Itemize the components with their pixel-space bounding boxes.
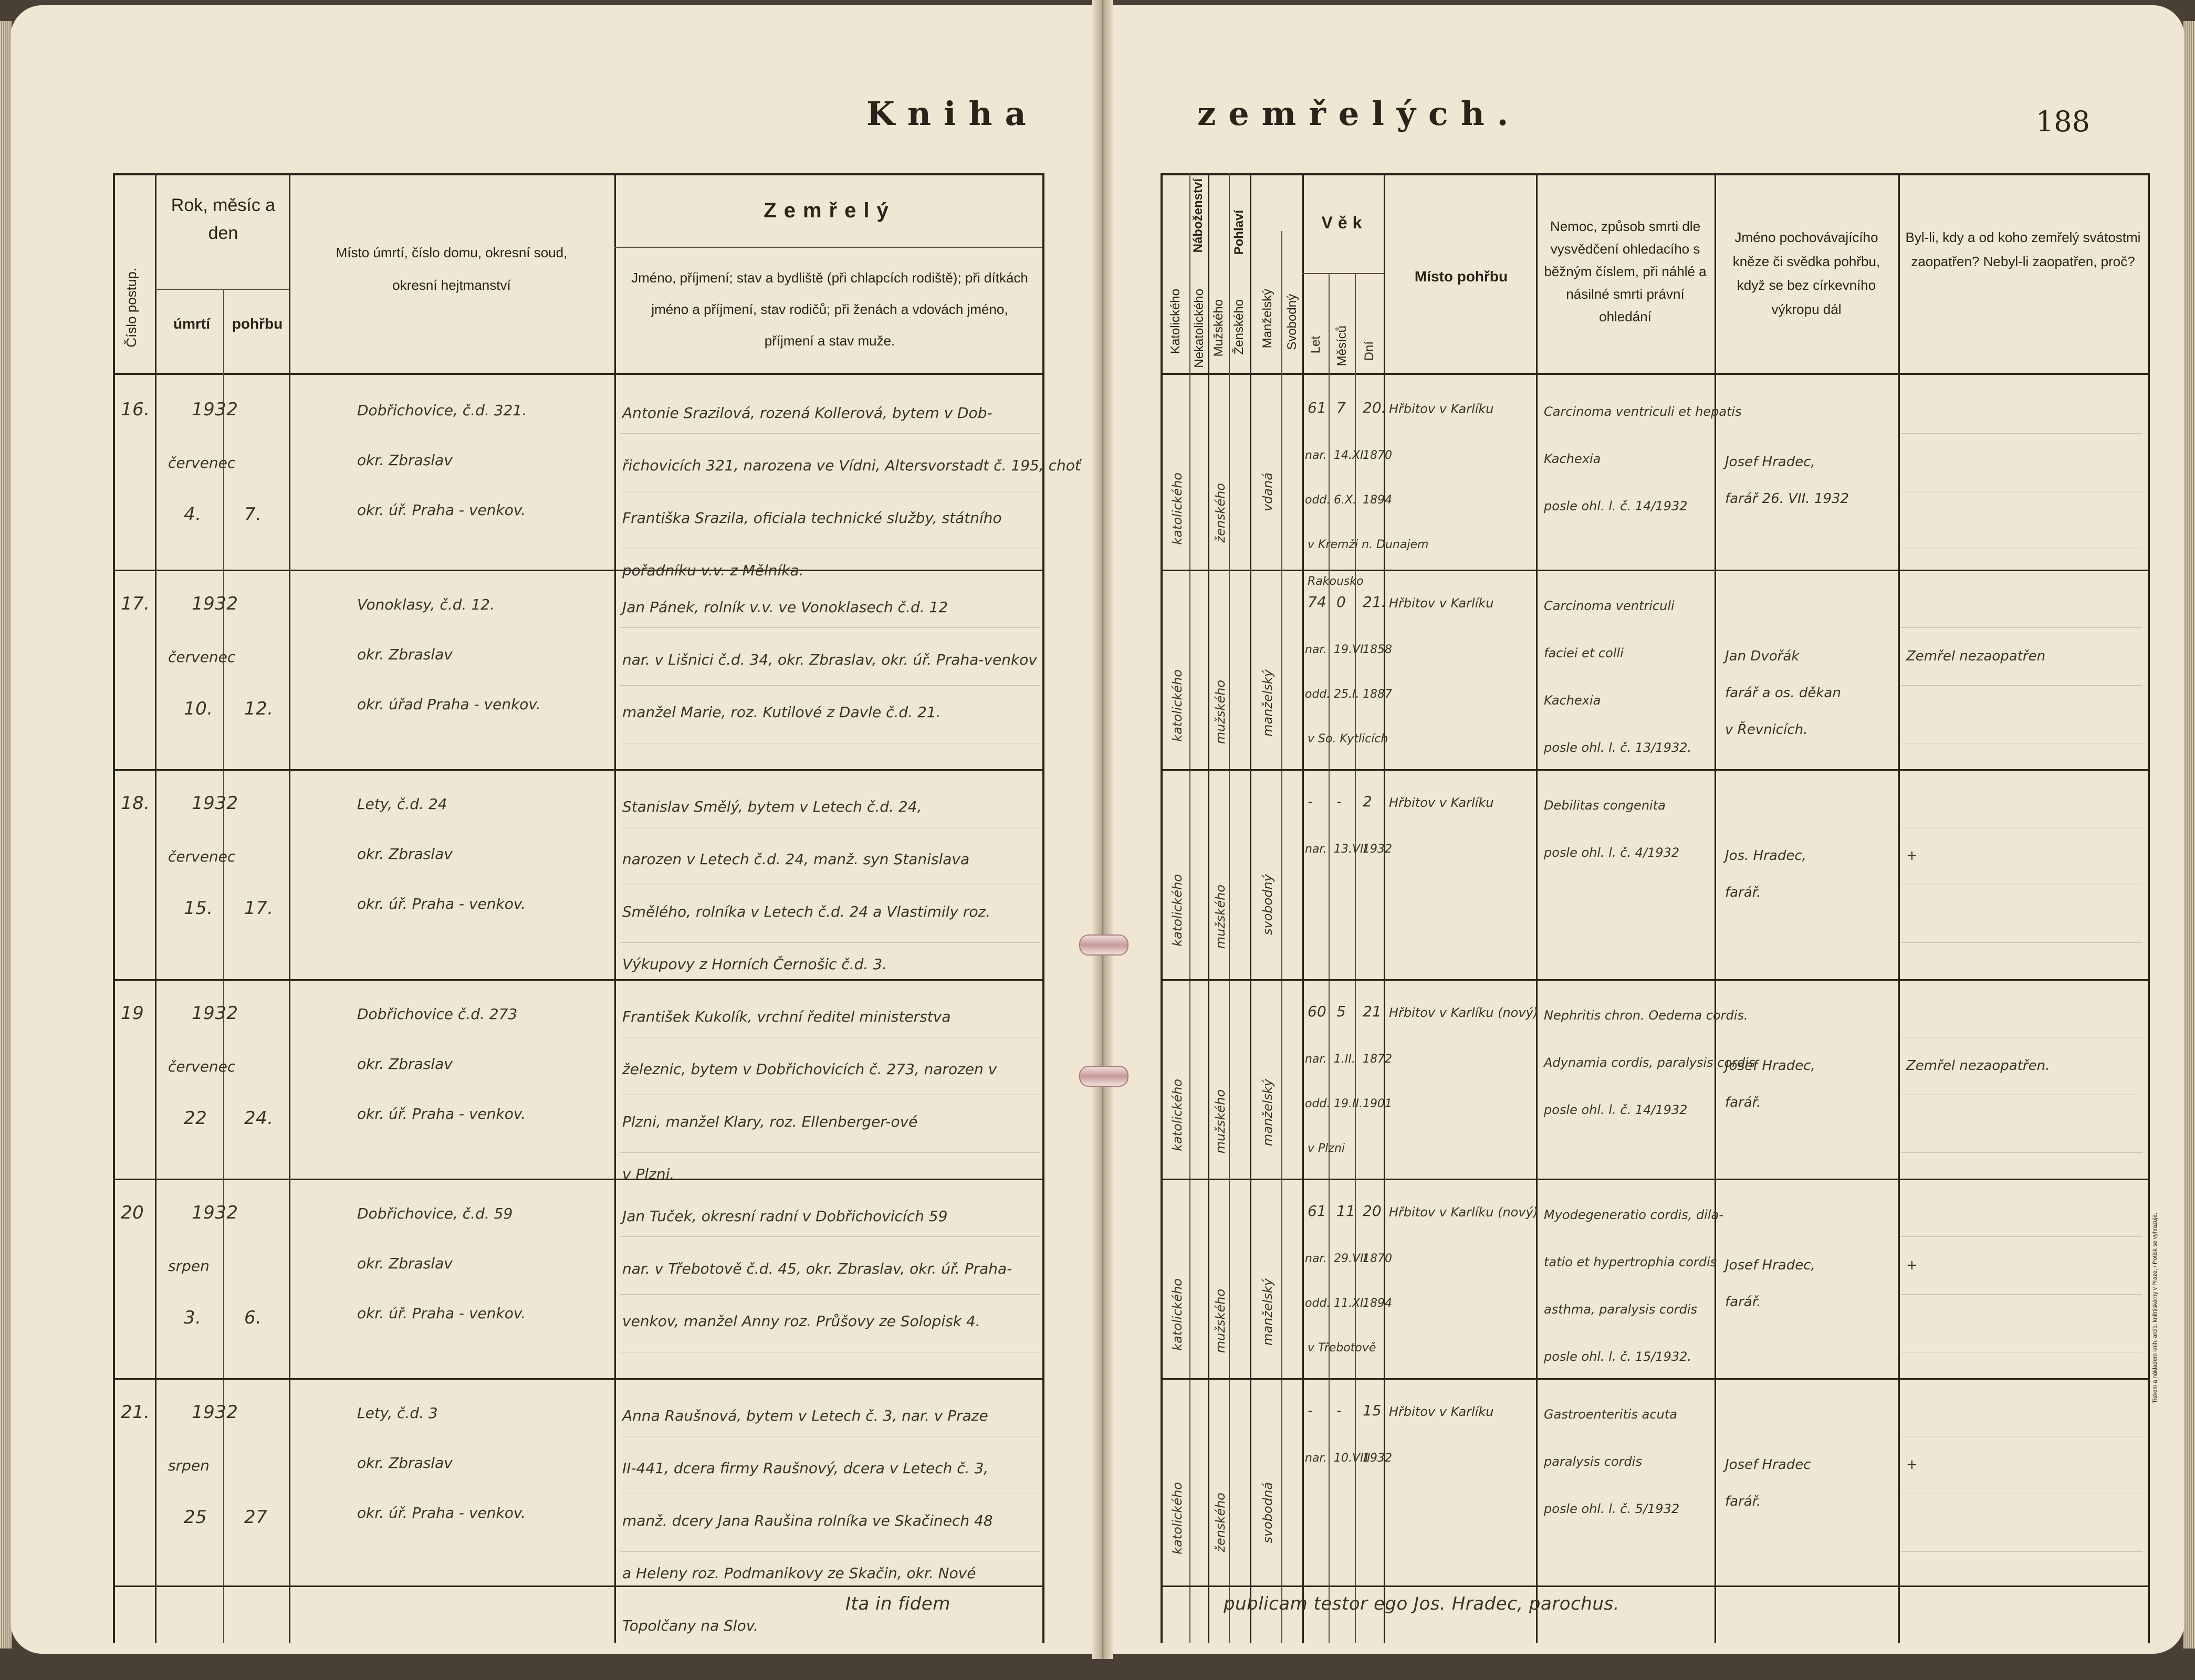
header-jmeno-pochovavajiciho: Jméno pochovávajícího kněze či svědka pohřbu, když se bez církevního výkropu dál <box>1732 229 1880 317</box>
entry-deceased-line: a Heleny roz. Podmanikovy ze Skačin, okr. Nové <box>622 1564 976 1582</box>
ruled-line <box>1901 1236 2142 1237</box>
entry-sex: mužského <box>1213 885 1228 949</box>
entry-marriage: 1887 <box>1363 688 1392 701</box>
entry-deceased-line: pořadníku v.v. z Mělníka. <box>622 562 804 579</box>
entry-place-line: okr. Zbraslav <box>357 845 453 863</box>
entry-age: 0 <box>1336 593 1346 611</box>
header-pohlavi: Pohlaví <box>1232 210 1246 255</box>
entry-status: manželský <box>1260 1278 1275 1346</box>
header-muzskeho: Mužského <box>1211 299 1226 357</box>
entry-burial-day: 24. <box>244 1108 274 1129</box>
entry-burial-place: Hřbitov v Karlíku (nový) <box>1389 1005 1539 1020</box>
left-page <box>11 5 1105 1654</box>
entry-priest-line: Josef Hradec <box>1725 1457 1811 1473</box>
entry-deceased-line: Františka Srazila, oficiala technické služby, státního <box>622 509 1002 527</box>
entry-burial-day: 12. <box>244 698 274 719</box>
ruled-line <box>113 570 1042 571</box>
entry-death-day: 4. <box>184 504 202 525</box>
header-nekatolickeho: Nekatolického <box>1192 289 1206 368</box>
entry-year: 1932 <box>192 1003 238 1024</box>
entry-place-line: Dobřichovice, č.d. 321. <box>357 402 527 419</box>
entry-cause-line: Carcinoma ventriculi <box>1544 598 1675 613</box>
entry-marriage: 19.II. <box>1334 1097 1363 1110</box>
entry-number: 16. <box>121 399 150 420</box>
entry-cause-line: posle ohl. l. č. 4/1932 <box>1544 845 1680 860</box>
entry-place-line: okr. Zbraslav <box>357 1055 453 1073</box>
printer-note: Tiskem a nákladem knih. arcib. knihtiskárny v Praze. / Potisk se vyhrazuje. <box>2152 1213 2158 1403</box>
entry-extra: Rakousko <box>1308 575 1364 588</box>
entry-deceased-line: Anna Raušnová, bytem v Letech č. 3, nar. v Praze <box>622 1407 988 1424</box>
entry-year: 1932 <box>192 399 238 420</box>
entry-burial-place: Hřbitov v Karlíku <box>1389 596 1494 611</box>
entry-cause-line: Nephritis chron. Oedema cordis. <box>1544 1008 1748 1023</box>
entry-age: 2 <box>1363 793 1372 810</box>
entry-place-line: Vonoklasy, č.d. 12. <box>357 596 495 613</box>
entry-age: 7 <box>1336 399 1346 416</box>
entry-month: červenec <box>168 454 236 471</box>
entry-cause-line: posle ohl. l. č. 15/1932. <box>1544 1349 1692 1364</box>
entry-priest-line: Josef Hradec, <box>1725 454 1815 470</box>
header-cislo: Číslo postup. <box>123 268 139 348</box>
entry-priest-line: farář. <box>1725 885 1761 900</box>
entry-deceased-line: Antonie Srazilová, rozená Kollerová, bytem v Dob- <box>622 404 992 422</box>
header-mesicu: Měsíců <box>1335 326 1349 366</box>
entry-birth: nar. <box>1305 1252 1327 1265</box>
entry-month: červenec <box>168 648 236 666</box>
entry-death-day: 22 <box>184 1108 207 1129</box>
entry-birth: 19.VI. <box>1334 643 1367 656</box>
entry-cause-line: posle ohl. l. č. 13/1932. <box>1544 740 1692 755</box>
entry-priest-line: v Řevnicích. <box>1725 722 1808 738</box>
entry-burial-place: Hřbitov v Karlíku (nový) <box>1389 1205 1539 1220</box>
entry-birth: nar. <box>1305 1452 1327 1465</box>
entry-cause-line: Kachexia <box>1544 693 1601 708</box>
entry-status: svobodná <box>1260 1482 1275 1543</box>
ruled-line <box>1901 942 2142 943</box>
binding-ring-top <box>1079 934 1128 956</box>
ruled-line <box>1901 627 2142 628</box>
entry-birth: 14.XI. <box>1334 449 1367 462</box>
ruled-line <box>620 685 1040 686</box>
entry-month: srpen <box>168 1257 210 1275</box>
ruled-line <box>620 1551 1040 1552</box>
entry-marriage: 1901 <box>1363 1097 1392 1110</box>
entry-number: 19 <box>121 1003 144 1024</box>
header-dni: Dní <box>1362 341 1376 361</box>
entry-birth: 1932 <box>1363 843 1392 856</box>
page-title-right: zemřelých. <box>1197 94 1521 133</box>
entry-month: červenec <box>168 1058 236 1075</box>
entry-age: 74 <box>1308 593 1326 611</box>
entry-priest-line: farář. <box>1725 1494 1761 1509</box>
entry-marriage: 6.X. <box>1334 494 1357 507</box>
ruled-line <box>620 1294 1040 1295</box>
book-edge-left <box>0 21 12 1648</box>
entry-age: - <box>1308 793 1313 810</box>
entry-priest-line: Josef Hradec, <box>1725 1058 1815 1074</box>
entry-age: 20 <box>1363 1202 1382 1220</box>
ruled-line <box>113 1179 1042 1180</box>
ruled-line <box>1901 1152 2142 1153</box>
entry-burial-place: Hřbitov v Karlíku <box>1389 795 1494 810</box>
entry-birth: 1870 <box>1363 1252 1392 1265</box>
entry-month: červenec <box>168 848 236 865</box>
entry-extra: v Třebotově <box>1308 1341 1376 1354</box>
right-page <box>1103 5 2184 1654</box>
entry-religion: katolického <box>1170 472 1185 545</box>
entry-deceased-line: železnic, bytem v Dobřichovicích č. 273, narozen v <box>622 1060 997 1078</box>
entry-marriage: odd. <box>1305 494 1331 507</box>
entry-birth: 1870 <box>1363 449 1392 462</box>
entry-birth: 1872 <box>1363 1053 1392 1066</box>
entry-burial-place: Hřbitov v Karlíku <box>1389 402 1494 416</box>
entry-place-line: Dobřichovice č.d. 273 <box>357 1005 518 1023</box>
entry-extra: v Kremži n. Dunajem <box>1308 538 1429 551</box>
entry-cause-line: Adynamia cordis, paralysis cordis <box>1544 1055 1755 1070</box>
entry-status: vdaná <box>1260 472 1275 512</box>
header-svobodny: Svobodný <box>1285 294 1299 350</box>
entry-deceased-line: Výkupovy z Horních Černošic č.d. 3. <box>622 956 887 973</box>
header-misto-pohrbu: Místo pohřbu <box>1414 268 1508 285</box>
ruled-line <box>620 627 1040 628</box>
entry-deceased-line: venkov, manžel Anny roz. Průšovy ze Solopisk 4. <box>622 1312 980 1330</box>
entry-cause-line: posle ohl. l. č. 14/1932 <box>1544 499 1688 513</box>
ruled-line <box>1161 570 2148 571</box>
header-rok: Rok, měsíc a den <box>171 195 276 243</box>
entry-status: svobodný <box>1260 874 1275 935</box>
entry-cause-line: Debilitas congenita <box>1544 798 1666 813</box>
entry-deceased-line: řichovicích 321, narozena ve Vídni, Altersvorstadt č. 195, choť <box>622 457 1081 474</box>
entry-birth: 1.II. <box>1334 1053 1355 1066</box>
entry-deceased-line: Jan Pánek, rolník v.v. ve Vonoklasech č.d. 12 <box>622 598 948 616</box>
ruled-line <box>1901 433 2142 434</box>
ruled-line <box>620 942 1040 943</box>
ruled-line <box>1901 1551 2142 1552</box>
entry-death-day: 25 <box>184 1507 207 1528</box>
header-misto-umrti: Místo úmrtí, číslo domu, okresní soud, okresní hejtmanství <box>336 245 568 293</box>
entry-priest-line: Jos. Hradec, <box>1725 848 1806 864</box>
entry-birth: 10.VIII <box>1334 1452 1371 1465</box>
entry-status: manželský <box>1260 1079 1275 1146</box>
header-katolickeho: Katolického <box>1168 289 1183 354</box>
entry-sex: ženského <box>1213 483 1228 543</box>
entry-religion: katolického <box>1170 669 1185 742</box>
entry-number: 17. <box>121 593 150 614</box>
entry-status: manželský <box>1260 669 1275 737</box>
entry-sex: mužského <box>1213 1089 1228 1154</box>
ruled-line <box>1161 1179 2148 1180</box>
entry-sacraments: Zemřel nezaopatřen. <box>1906 1058 2050 1074</box>
header-nabozenstvi: Náboženství <box>1191 178 1205 253</box>
entry-place-line: okr. Zbraslav <box>357 1454 453 1472</box>
entry-birth: nar. <box>1305 843 1327 856</box>
entry-marriage: odd. <box>1305 688 1331 701</box>
entry-place-line: okr. Zbraslav <box>357 646 453 663</box>
entry-extra: v Plzni <box>1308 1142 1345 1155</box>
entry-age: - <box>1336 793 1342 810</box>
entry-marriage: 11.XI. <box>1334 1297 1367 1310</box>
entry-cause-line: faciei et colli <box>1544 646 1624 660</box>
entry-birth: 1932 <box>1363 1452 1392 1465</box>
entry-cause-line: posle ohl. l. č. 14/1932 <box>1544 1102 1688 1117</box>
entry-burial-day: 17. <box>244 898 274 919</box>
entry-deceased-line: nar. v Třebotově č.d. 45, okr. Zbraslav, okr. úř. Praha- <box>622 1260 1012 1277</box>
entry-cause-line: asthma, paralysis cordis <box>1544 1302 1698 1317</box>
entry-priest-line: farář. <box>1725 1294 1761 1310</box>
entry-age: - <box>1308 1402 1313 1419</box>
entry-birth: nar. <box>1305 1053 1327 1066</box>
header-manzelsky: Manželský <box>1260 289 1274 349</box>
header-zemrely-desc: Jméno, příjmení; stav a bydliště (při chlapcích rodiště); při dítkách jméno a příjmení, stav rodičů; při ženách a vdovách jméno, příjmení a stav muže. <box>631 270 1028 349</box>
ruled-line <box>1161 1378 2148 1380</box>
entry-birth: 29.VII <box>1334 1252 1367 1265</box>
entry-deceased-line: narozen v Letech č.d. 24, manž. syn Stanislava <box>622 850 970 868</box>
entry-month: srpen <box>168 1457 210 1474</box>
entry-death-day: 10. <box>184 698 213 719</box>
entry-age: 15 <box>1363 1402 1382 1419</box>
entry-sacraments: Zemřel nezaopatřen <box>1906 648 2046 664</box>
entry-priest-line: farář 26. VII. 1932 <box>1725 491 1849 507</box>
entry-deceased-line: Plzni, manžel Klary, roz. Ellenberger-ové <box>622 1113 918 1130</box>
entry-priest-line: farář. <box>1725 1095 1761 1110</box>
entry-age: 5 <box>1336 1003 1346 1020</box>
entry-death-day: 15. <box>184 898 213 919</box>
entry-burial-place: Hřbitov v Karlíku <box>1389 1404 1494 1419</box>
entry-age: - <box>1336 1402 1342 1419</box>
ruled-line <box>1161 769 2148 771</box>
entry-deceased-line: nar. v Lišnici č.d. 34, okr. Zbraslav, okr. úř. Praha-venkov <box>622 651 1037 668</box>
page-number: 188 <box>2035 105 2090 138</box>
entry-place-line: Dobřichovice, č.d. 59 <box>357 1205 513 1222</box>
header-zemrely: Zemřelý <box>764 199 896 222</box>
entry-place-line: Lety, č.d. 24 <box>357 795 447 813</box>
ruled-line <box>113 1378 1042 1380</box>
entry-cause-line: posle ohl. l. č. 5/1932 <box>1544 1502 1680 1516</box>
entry-religion: katolického <box>1170 1278 1185 1351</box>
entry-year: 1932 <box>192 1402 238 1423</box>
entry-cause-line: Carcinoma ventriculi et hepatis <box>1544 404 1742 419</box>
entry-priest-line: farář a os. děkan <box>1725 685 1841 701</box>
header-pohrbu: pohřbu <box>232 316 283 332</box>
entry-death-day: 3. <box>184 1307 202 1328</box>
entry-marriage: 25.I. <box>1334 688 1360 701</box>
entry-deceased-line: Jan Tuček, okresní radní v Dobřichovicích 59 <box>622 1208 948 1225</box>
entry-age: 21 <box>1363 1003 1382 1020</box>
entry-priest-line: Jan Dvořák <box>1725 648 1800 664</box>
entry-age: 21. <box>1363 593 1386 611</box>
header-let: Let <box>1309 336 1323 354</box>
entry-deceased-line: manžel Marie, roz. Kutilové z Davle č.d. 21. <box>622 704 941 721</box>
entry-deceased-line: II-441, dcera firmy Raušnový, dcera v Letech č. 3, <box>622 1460 989 1477</box>
entry-religion: katolického <box>1170 1079 1185 1151</box>
ruled-line <box>1901 685 2142 686</box>
entry-age: 61 <box>1308 1202 1326 1220</box>
entry-cause-line: paralysis cordis <box>1544 1454 1642 1469</box>
header-umrti: úmrtí <box>173 316 210 332</box>
book-edge-right <box>2183 21 2195 1648</box>
entry-place-line: okr. úř. Praha - venkov. <box>357 1504 526 1521</box>
entry-cause-line: Kachexia <box>1544 452 1601 466</box>
ruled-line <box>620 433 1040 434</box>
entry-priest-line: Josef Hradec, <box>1725 1257 1815 1273</box>
ruled-line <box>620 1236 1040 1237</box>
attestation-right: publicam testor ego Jos. Hradec, parochus. <box>1224 1593 1619 1614</box>
header-zaopatren: Byl-li, kdy a od koho zemřelý svátostmi zaopatřen? Nebyl-li zaopatřen, proč? <box>1905 229 2141 269</box>
entry-age: 11 <box>1336 1202 1355 1220</box>
entry-birth: 1858 <box>1363 643 1392 656</box>
entry-place-line: okr. úř. Praha - venkov. <box>357 501 526 519</box>
entry-burial-day: 7. <box>244 504 262 525</box>
ruled-line <box>113 769 1042 771</box>
book-gutter <box>1092 0 1113 1659</box>
header-vek: Věk <box>1321 213 1367 232</box>
entry-age: 61 <box>1308 399 1326 416</box>
entry-sacraments: + <box>1906 1257 1918 1273</box>
entry-number: 18. <box>121 793 150 814</box>
ruled-line <box>113 979 1042 981</box>
header-nemoc: Nemoc, způsob smrti dle vysvědčení ohledacího s běžným číslem, při náhlé a násilné smrti právní ohledání <box>1544 218 1707 324</box>
entry-place-line: Lety, č.d. 3 <box>357 1404 438 1422</box>
page-title-left: Kniha <box>866 94 1039 133</box>
entry-deceased-line: v Plzni. <box>622 1166 675 1183</box>
ruled-line <box>620 1152 1040 1153</box>
header-zenskeho: Ženského <box>1232 299 1246 355</box>
entry-year: 1932 <box>192 1202 238 1223</box>
entry-cause-line: Myodegeneratio cordis, dila- <box>1544 1208 1723 1222</box>
entry-deceased-line: manž. dcery Jana Raušina rolníka ve Skačinech 48 <box>622 1512 993 1529</box>
entry-burial-day: 27 <box>244 1507 268 1528</box>
entry-year: 1932 <box>192 593 238 614</box>
entry-marriage: odd. <box>1305 1097 1331 1110</box>
entry-deceased-line: František Kukolík, vrchní ředitel ministerstva <box>622 1008 951 1025</box>
entry-deceased-line: Stanislav Smělý, bytem v Letech č.d. 24, <box>622 798 922 815</box>
entry-sex: ženského <box>1213 1492 1228 1552</box>
ruled-line <box>1901 1294 2142 1295</box>
entry-cause-line: Gastroenteritis acuta <box>1544 1407 1677 1422</box>
entry-number: 20 <box>121 1202 144 1223</box>
entry-year: 1932 <box>192 793 238 814</box>
entry-place-line: okr. úř. Praha - venkov. <box>357 1105 526 1122</box>
entry-marriage: odd. <box>1305 1297 1331 1310</box>
entry-number: 21. <box>121 1402 150 1423</box>
entry-marriage: 1894 <box>1363 1297 1392 1310</box>
entry-burial-day: 6. <box>244 1307 262 1328</box>
entry-sex: mužského <box>1213 1289 1228 1353</box>
entry-birth: 13.VII <box>1334 843 1367 856</box>
entry-extra: v So. Kytlicích <box>1308 732 1388 746</box>
entry-age: 20. <box>1363 399 1386 416</box>
entry-cause-line: tatio et hypertrophia cordis <box>1544 1255 1717 1269</box>
entry-birth: nar. <box>1305 643 1327 656</box>
entry-sex: mužského <box>1213 680 1228 744</box>
entry-place-line: okr. úřad Praha - venkov. <box>357 696 541 713</box>
binding-ring-bottom <box>1079 1066 1128 1087</box>
entry-religion: katolického <box>1170 874 1185 947</box>
entry-place-line: okr. úř. Praha - venkov. <box>357 1305 526 1322</box>
entry-place-line: okr. Zbraslav <box>357 1255 453 1272</box>
attestation-left: Ita in fidem <box>845 1593 950 1614</box>
entry-sacraments: + <box>1906 848 1918 864</box>
entry-place-line: okr. Zbraslav <box>357 452 453 469</box>
entry-marriage: 1894 <box>1363 494 1392 507</box>
entry-sacraments: + <box>1906 1457 1918 1473</box>
entry-deceased-line: Topolčany na Slov. <box>622 1617 758 1634</box>
entry-religion: katolického <box>1170 1482 1185 1555</box>
ruled-line <box>1161 979 2148 981</box>
entry-age: 60 <box>1308 1003 1326 1020</box>
entry-deceased-line: Smělého, rolníka v Letech č.d. 24 a Vlastimily roz. <box>622 903 991 920</box>
entry-place-line: okr. úř. Praha - venkov. <box>357 895 526 912</box>
entry-birth: nar. <box>1305 449 1327 462</box>
